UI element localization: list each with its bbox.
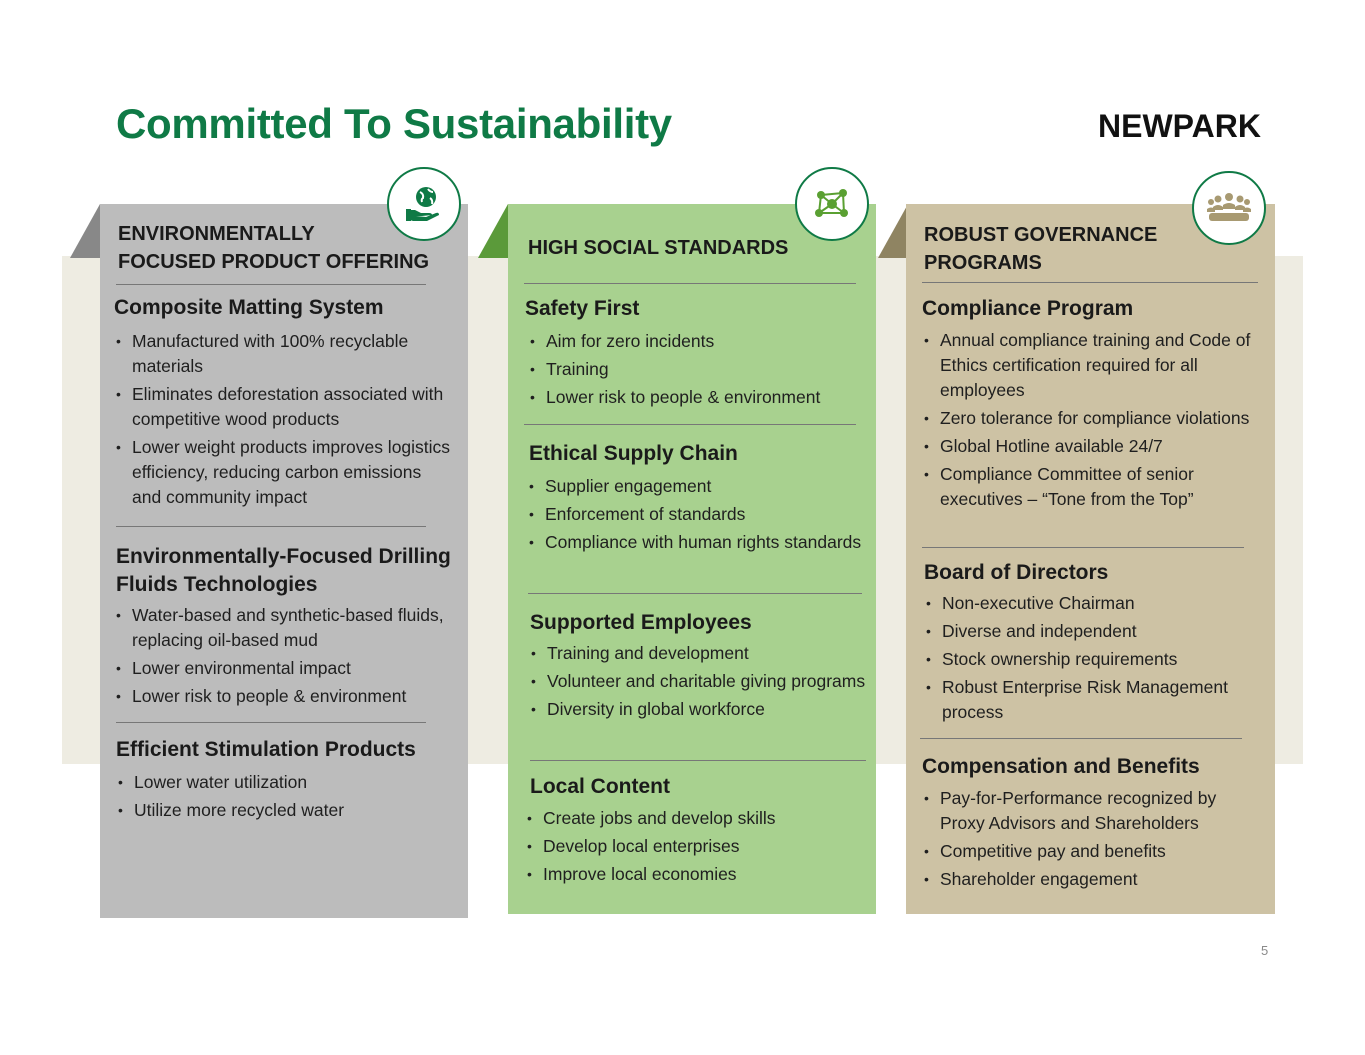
- page-title: Committed To Sustainability: [116, 100, 672, 147]
- column-header: HIGH SOCIAL STANDARDS: [528, 237, 789, 259]
- list-item: • Lower environmental impact: [114, 656, 454, 681]
- list-item: • Water-based and synthetic-based fluids, replacing oil-based mud: [114, 603, 454, 653]
- divider: [922, 547, 1244, 548]
- bullet-list: [525, 806, 865, 890]
- bullet-list: [527, 474, 867, 558]
- section-title-line: Environmentally-Focused Drilling: [116, 545, 451, 568]
- list-item: • Pay-for-Performance recognized by Proxy Advisors and Shareholders: [922, 786, 1262, 836]
- list-item: • Aim for zero incidents: [528, 329, 868, 354]
- list-item: • Compliance with human rights standards: [527, 530, 867, 555]
- column-header-line: FOCUSED PRODUCT OFFERING: [118, 251, 430, 273]
- section-title: Compliance Program: [922, 297, 1134, 320]
- divider: [528, 593, 862, 594]
- section-title: Board of Directors: [924, 561, 1109, 584]
- section-title: Composite Matting System: [114, 296, 384, 319]
- list-item: • Diverse and independent: [924, 619, 1264, 644]
- list-item: • Shareholder engagement: [922, 867, 1262, 892]
- list-item: • Stock ownership requirements: [924, 647, 1264, 672]
- bullet-list: [114, 603, 454, 712]
- column-governance: [906, 204, 1275, 914]
- column-2-fold: [478, 204, 510, 258]
- column-header-line: ROBUST GOVERNANCE: [924, 224, 1158, 246]
- list-item: • Lower risk to people & environment: [114, 684, 454, 709]
- bullet-list: [114, 329, 454, 513]
- divider: [922, 282, 1258, 283]
- list-item: • Create jobs and develop skills: [525, 806, 865, 831]
- divider: [524, 424, 856, 425]
- list-item: • Eliminates deforestation associated with competitive wood products: [114, 382, 454, 432]
- list-item: • Compliance Committee of senior executives – “Tone from the Top”: [922, 462, 1268, 512]
- column-header-line: ENVIRONMENTALLY: [118, 223, 315, 245]
- list-item: • Annual compliance training and Code of Ethics certification required for all employees: [922, 328, 1268, 403]
- bullet-list: [922, 328, 1268, 515]
- column-social: [508, 204, 876, 914]
- divider: [116, 722, 426, 723]
- section-title: Local Content: [530, 775, 670, 798]
- list-item: • Lower weight products improves logistics efficiency, reducing carbon emissions and community impact: [114, 435, 454, 510]
- list-item: • Diversity in global workforce: [529, 697, 869, 722]
- network-icon: [795, 167, 869, 241]
- bullet-list: [116, 770, 456, 826]
- list-item: • Volunteer and charitable giving programs: [529, 669, 869, 694]
- column-header-line: PROGRAMS: [924, 252, 1042, 274]
- section-title: Efficient Stimulation Products: [116, 738, 416, 761]
- divider: [116, 284, 426, 285]
- divider: [530, 760, 866, 761]
- list-item: • Training and development: [529, 641, 869, 666]
- newpark-logo: NEWPARK: [1098, 108, 1261, 144]
- list-item: • Lower risk to people & environment: [528, 385, 868, 410]
- list-item: • Supplier engagement: [527, 474, 867, 499]
- list-item: • Manufactured with 100% recyclable materials: [114, 329, 454, 379]
- list-item: • Utilize more recycled water: [116, 798, 456, 823]
- bullet-list: [924, 591, 1264, 728]
- bullet-list: [922, 786, 1262, 895]
- page-number: 5: [1261, 943, 1269, 958]
- column-environment: [100, 204, 468, 918]
- list-item: • Robust Enterprise Risk Management process: [924, 675, 1264, 725]
- divider: [920, 738, 1242, 739]
- board-meeting-icon: [1192, 171, 1266, 245]
- list-item: • Non-executive Chairman: [924, 591, 1264, 616]
- column-header: [924, 221, 1184, 277]
- section-title-line: Fluids Technologies: [116, 573, 318, 596]
- section-title: Safety First: [525, 297, 640, 320]
- section-title: [116, 543, 461, 599]
- list-item: • Zero tolerance for compliance violations: [922, 406, 1268, 431]
- list-item: • Enforcement of standards: [527, 502, 867, 527]
- list-item: • Competitive pay and benefits: [922, 839, 1262, 864]
- section-title: Supported Employees: [530, 611, 752, 634]
- bullet-list: [529, 641, 869, 725]
- divider: [524, 283, 856, 284]
- list-item: • Improve local economies: [525, 862, 865, 887]
- bullet-list: [528, 329, 868, 413]
- list-item: • Lower water utilization: [116, 770, 456, 795]
- list-item: • Global Hotline available 24/7: [922, 434, 1268, 459]
- list-item: • Training: [528, 357, 868, 382]
- column-1-fold: [70, 204, 102, 258]
- divider: [116, 526, 426, 527]
- section-title: Compensation and Benefits: [922, 755, 1200, 778]
- globe-hand-icon: [387, 167, 461, 241]
- list-item: • Develop local enterprises: [525, 834, 865, 859]
- section-title: Ethical Supply Chain: [529, 442, 738, 465]
